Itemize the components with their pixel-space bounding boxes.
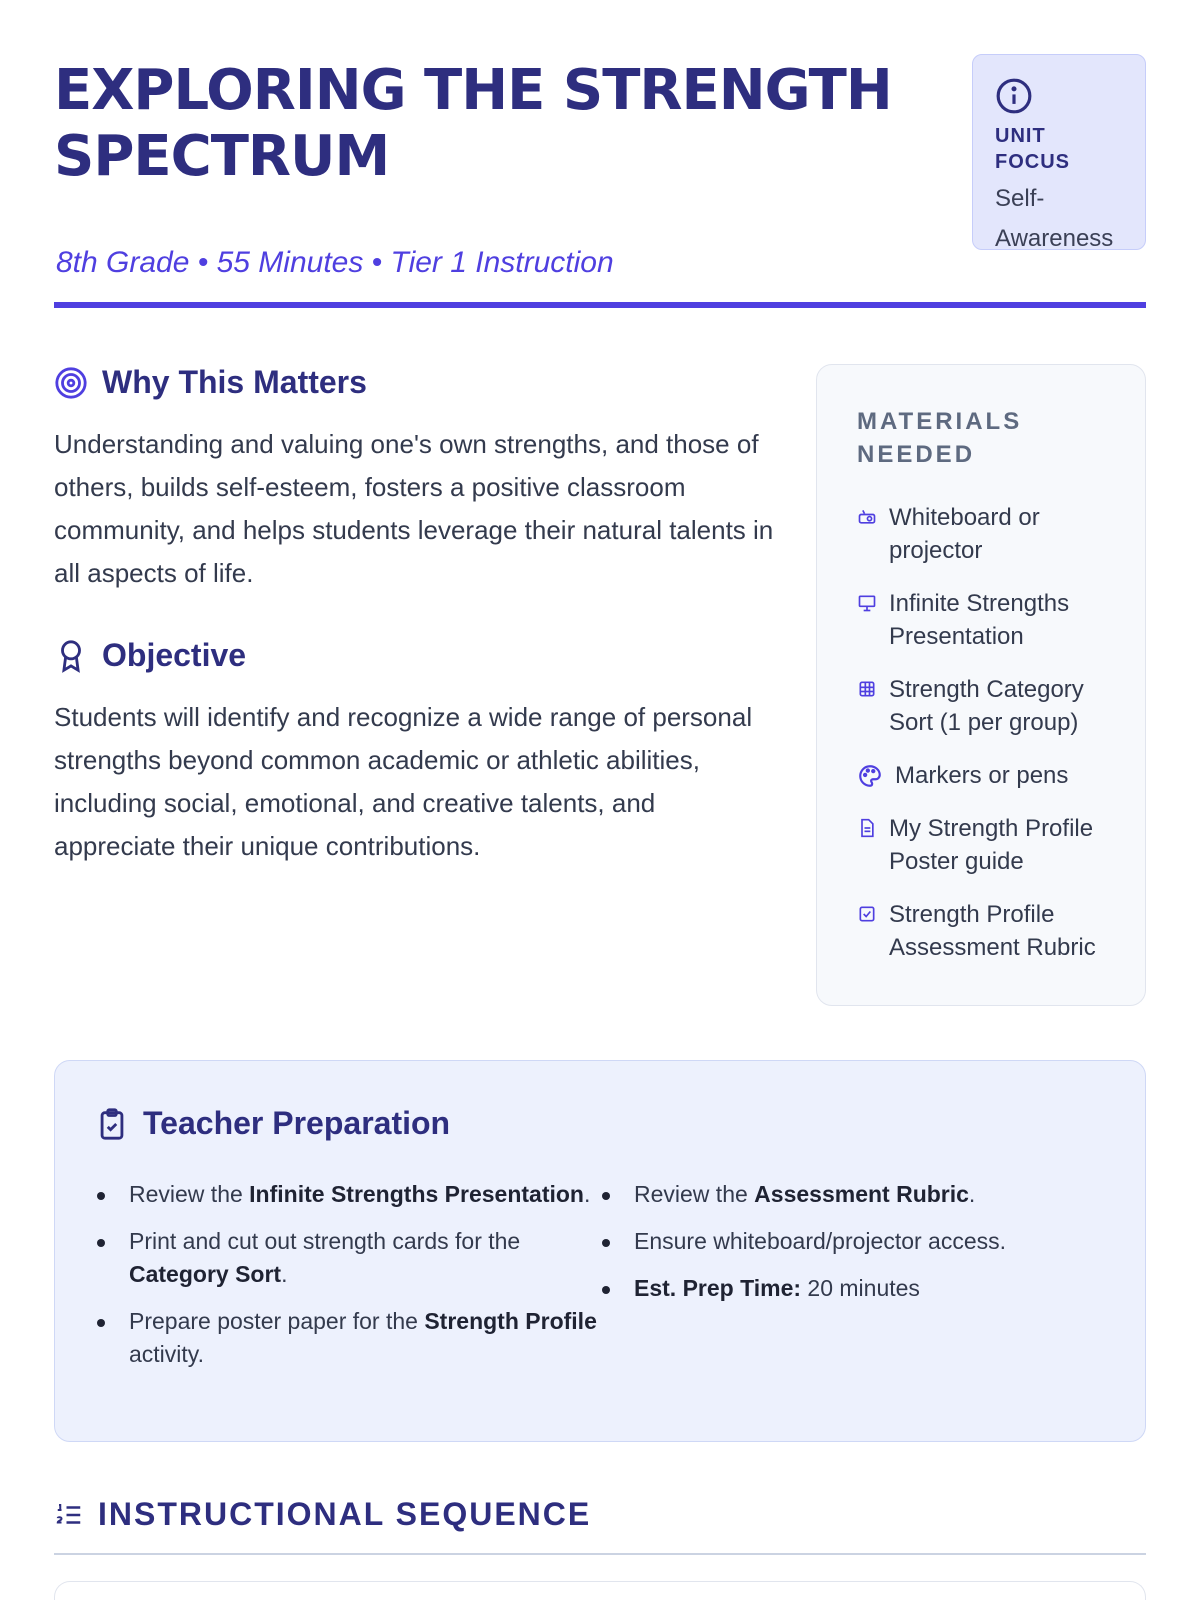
material-label: Strength Category Sort (1 per group) (889, 676, 1084, 736)
prep-list-right (600, 1178, 1105, 1385)
material-label: Strength Profile Assessment Rubric (889, 901, 1096, 961)
prep-text: Prepare poster paper for the (129, 1308, 425, 1334)
unit-focus-value: Self-Awareness (995, 185, 1114, 252)
why-text: Understanding and valuing one's own strengths, and those of others, builds self-esteem, fosters a positive classroom community, and helps students leverage their natural talents in all aspects of life. (54, 429, 774, 588)
prep-text: 20 minutes (801, 1275, 920, 1301)
sequence-title: INSTRUCTIONAL SEQUENCE (98, 1496, 592, 1532)
prep-bold: Assessment Rubric (754, 1181, 969, 1207)
material-label: Infinite Strengths Presentation (889, 590, 1070, 650)
list-item (600, 1272, 1105, 1305)
why-block (54, 364, 774, 595)
prep-text: activity. (129, 1341, 204, 1367)
prep-text: Ensure whiteboard/projector access. (634, 1228, 1007, 1254)
list-item (95, 1305, 600, 1371)
list-item (857, 501, 1109, 567)
list-ordered-icon (54, 1500, 84, 1530)
list-item (857, 673, 1109, 739)
list-item (857, 759, 1109, 792)
prep-title: Teacher Preparation (143, 1105, 451, 1141)
list-item (600, 1225, 1105, 1258)
list-item (857, 587, 1109, 653)
why-heading (54, 364, 774, 401)
prep-bold: Strength Profile (424, 1308, 597, 1334)
list-item (95, 1225, 600, 1291)
sequence-card (54, 1581, 1146, 1600)
sequence-heading (54, 1496, 1146, 1533)
prep-list-left (95, 1178, 600, 1385)
list-item (600, 1178, 1105, 1211)
prep-bold: Infinite Strengths Presentation (249, 1181, 584, 1207)
clipboard-check-icon (95, 1107, 129, 1141)
objective-block (54, 637, 774, 868)
prep-text: . (584, 1181, 591, 1207)
prep-heading (95, 1105, 1105, 1142)
prep-text: Print and cut out strength cards for the (129, 1228, 521, 1254)
instructional-sequence (54, 1496, 1146, 1600)
list-item (857, 812, 1109, 878)
prep-text: . (281, 1261, 288, 1287)
material-label: Whiteboard or projector (889, 504, 1040, 564)
teacher-preparation-panel (54, 1060, 1146, 1442)
materials-list (857, 501, 1109, 964)
header-divider (54, 302, 1146, 308)
checklist-icon (857, 904, 877, 924)
material-label: My Strength Profile Poster guide (889, 815, 1094, 875)
list-item (95, 1178, 600, 1211)
prep-text: Review the (129, 1181, 250, 1207)
prep-text: Review the (634, 1181, 755, 1207)
info-icon (995, 77, 1033, 115)
palette-icon (857, 763, 883, 789)
intro-section (54, 364, 1146, 1004)
material-label: Markers or pens (895, 762, 1069, 789)
document-icon (857, 818, 877, 838)
list-item (857, 898, 1109, 964)
intro-main (54, 364, 774, 868)
prep-columns (95, 1178, 1105, 1385)
presentation-icon (857, 593, 877, 613)
prep-bold: Est. Prep Time: (634, 1275, 802, 1301)
objective-title: Objective (102, 637, 247, 673)
unit-focus-card (972, 54, 1146, 250)
page-subtitle: 8th Grade • 55 Minutes • Tier 1 Instruction (56, 246, 614, 279)
materials-panel (816, 364, 1146, 1006)
sequence-divider (54, 1553, 1146, 1555)
target-icon (54, 366, 88, 400)
objective-text: Students will identify and recognize a wide range of personal strengths beyond common academic or athletic abilities, including social, emotional, and creative talents, and appreciate their unique contributions. (54, 702, 753, 861)
prep-text: . (968, 1181, 976, 1207)
award-icon (54, 639, 88, 673)
unit-focus-label: UNIT FOCUS (995, 125, 1070, 173)
page-title: EXPLORING THE STRENGTH SPECTRUM (54, 58, 892, 189)
materials-title: MATERIALS NEEDED (857, 408, 1023, 468)
prep-bold: Category Sort (129, 1261, 282, 1287)
grid-icon (857, 679, 877, 699)
projector-icon (857, 507, 877, 527)
header (54, 54, 1146, 304)
why-title: Why This Matters (102, 364, 367, 400)
objective-heading (54, 637, 774, 674)
